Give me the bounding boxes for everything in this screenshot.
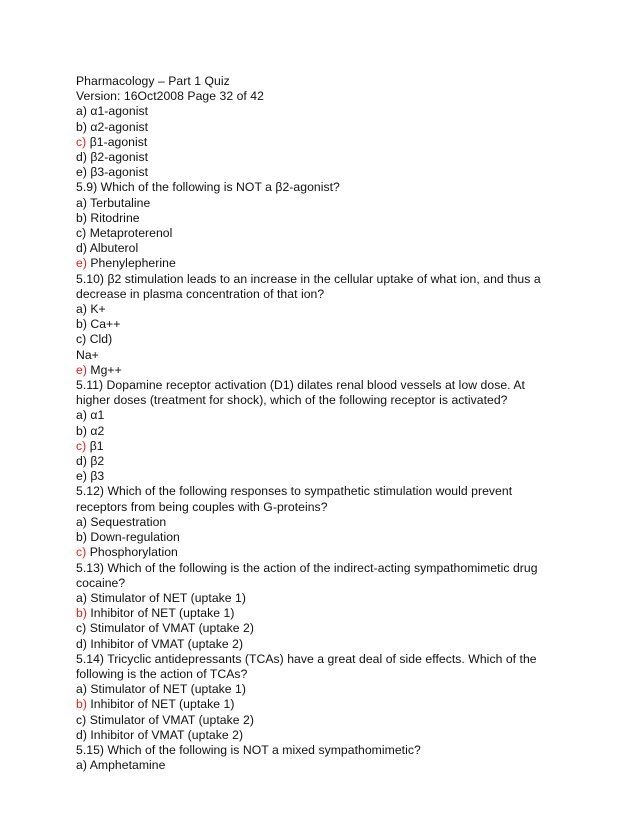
answer-option — [76, 256, 556, 271]
question-text — [76, 378, 556, 393]
answer-marker: a) — [76, 195, 87, 210]
line-text: β3 — [86, 469, 105, 484]
answer-option — [76, 363, 556, 378]
line-text: cocaine? — [76, 575, 126, 590]
answer-option — [76, 728, 556, 743]
line-text: α2-agonist — [86, 119, 149, 134]
correct-answer-marker: c) — [76, 438, 87, 453]
answer-option — [76, 621, 556, 636]
line-text: 5.12) Which of the following responses to sympathetic stimulation would prevent — [76, 484, 513, 499]
document-body — [76, 74, 556, 773]
line-text: Inhibitor of NET (uptake 1) — [86, 606, 235, 621]
question-text — [76, 561, 556, 576]
answer-option — [76, 241, 556, 256]
line-text: Mg++ — [86, 362, 122, 377]
answer-option — [76, 758, 556, 773]
line-text: Inhibitor of VMAT (uptake 2) — [86, 636, 244, 651]
line-text: β2 — [86, 454, 105, 469]
question-text — [76, 348, 556, 363]
answer-marker: d) — [76, 454, 87, 469]
line-text: Stimulator of VMAT (uptake 2) — [86, 621, 254, 636]
answer-option — [76, 697, 556, 712]
line-text: K+ — [86, 302, 106, 317]
answer-option — [76, 150, 556, 165]
line-text: Amphetamine — [86, 758, 166, 773]
line-text: higher doses (treatment for shock), which of the following receptor is activated? — [76, 393, 508, 408]
line-text: β1 — [86, 438, 104, 453]
question-text — [76, 576, 556, 591]
answer-marker: b) — [76, 210, 87, 225]
answer-marker: d) — [76, 636, 87, 651]
answer-marker: b) — [76, 530, 87, 545]
answer-marker: c) — [76, 332, 87, 347]
correct-answer-marker: c) — [76, 545, 87, 560]
question-text — [76, 272, 556, 287]
line-text: Phenylepherine — [86, 256, 176, 271]
answer-option — [76, 439, 556, 454]
answer-option — [76, 211, 556, 226]
answer-option — [76, 515, 556, 530]
line-text: 5.15) Which of the following is NOT a mixed sympathomimetic? — [76, 742, 421, 757]
answer-marker: d) — [76, 727, 87, 742]
line-text: Na+ — [76, 347, 99, 362]
answer-option — [76, 104, 556, 119]
answer-marker: a) — [76, 302, 87, 317]
line-text: Stimulator of NET (uptake 1) — [86, 590, 246, 605]
line-text: β2-agonist — [86, 150, 149, 165]
answer-marker: a) — [76, 514, 87, 529]
answer-option — [76, 226, 556, 241]
answer-marker: a) — [76, 408, 87, 423]
answer-marker: a) — [76, 758, 87, 773]
question-text — [76, 652, 556, 667]
document-title: Pharmacology – Part 1 Quiz — [76, 74, 230, 88]
answer-option — [76, 454, 556, 469]
document-version: Version: 16Oct2008 Page 32 of 42 — [76, 89, 264, 104]
line-text: Terbutaline — [86, 195, 151, 210]
line-text: Phosphorylation — [86, 545, 178, 560]
answer-option — [76, 637, 556, 652]
line-text: β1-agonist — [86, 134, 148, 149]
answer-option — [76, 469, 556, 484]
question-text — [76, 667, 556, 682]
answer-option — [76, 713, 556, 728]
answer-option — [76, 606, 556, 621]
line-text: receptors from being couples with G-proteins? — [76, 499, 328, 514]
line-text: β3-agonist — [86, 165, 149, 180]
answer-marker: b) — [76, 317, 87, 332]
answer-option — [76, 165, 556, 180]
line-text: 5.14) Tricyclic antidepressants (TCAs) have a great deal of side effects. Which of the — [76, 651, 537, 666]
line-text: Ca++ — [86, 317, 121, 332]
answer-option — [76, 682, 556, 697]
correct-answer-marker: c) — [76, 134, 87, 149]
answer-option — [76, 530, 556, 545]
correct-answer-marker: b) — [76, 606, 87, 621]
answer-marker: b) — [76, 119, 87, 134]
answer-marker: a) — [76, 590, 87, 605]
quiz-lines — [76, 104, 556, 773]
line-text: Ritodrine — [86, 210, 140, 225]
question-text — [76, 484, 556, 499]
line-text: Stimulator of VMAT (uptake 2) — [86, 712, 254, 727]
answer-option — [76, 424, 556, 439]
line-text: Down-regulation — [86, 530, 180, 545]
answer-marker: c) — [76, 226, 87, 241]
question-text — [76, 743, 556, 758]
line-text: 5.13) Which of the following is the action of the indirect-acting sympathomimetic drug — [76, 560, 538, 575]
answer-marker: d) — [76, 241, 87, 256]
question-text — [76, 393, 556, 408]
answer-option — [76, 135, 556, 150]
question-text — [76, 287, 556, 302]
answer-option — [76, 317, 556, 332]
answer-marker: c) — [76, 712, 87, 727]
answer-option — [76, 591, 556, 606]
line-text: Albuterol — [86, 241, 139, 256]
line-text: α1-agonist — [86, 104, 149, 119]
answer-option — [76, 302, 556, 317]
answer-option — [76, 408, 556, 423]
line-text: Stimulator of NET (uptake 1) — [86, 682, 246, 697]
answer-marker: a) — [76, 682, 87, 697]
answer-option — [76, 196, 556, 211]
line-text: 5.10) β2 stimulation leads to an increase in the cellular uptake of what ion, and thus a — [76, 271, 541, 286]
correct-answer-marker: e) — [76, 256, 87, 271]
correct-answer-marker: e) — [76, 362, 87, 377]
line-text: Inhibitor of NET (uptake 1) — [86, 697, 235, 712]
question-text — [76, 500, 556, 515]
answer-marker: e) — [76, 165, 87, 180]
question-text — [76, 180, 556, 195]
answer-option — [76, 332, 556, 347]
line-text: following is the action of TCAs? — [76, 666, 248, 681]
answer-marker: d) — [76, 150, 87, 165]
correct-answer-marker: b) — [76, 697, 87, 712]
answer-marker: b) — [76, 423, 87, 438]
line-text: 5.11) Dopamine receptor activation (D1) dilates renal blood vessels at low dose. At — [76, 378, 525, 393]
line-text: 5.9) Which of the following is NOT a β2-agonist? — [76, 180, 340, 195]
answer-option — [76, 545, 556, 560]
answer-marker: e) — [76, 469, 87, 484]
answer-option — [76, 120, 556, 135]
line-text: Inhibitor of VMAT (uptake 2) — [86, 727, 244, 742]
line-text: decrease in plasma concentration of that ion? — [76, 286, 325, 301]
line-text: Metaproterenol — [86, 226, 173, 241]
line-text: Cld) — [86, 332, 113, 347]
line-text: Sequestration — [86, 514, 167, 529]
answer-marker: c) — [76, 621, 87, 636]
line-text: α2 — [86, 423, 105, 438]
line-text: α1 — [86, 408, 105, 423]
answer-marker: a) — [76, 104, 87, 119]
